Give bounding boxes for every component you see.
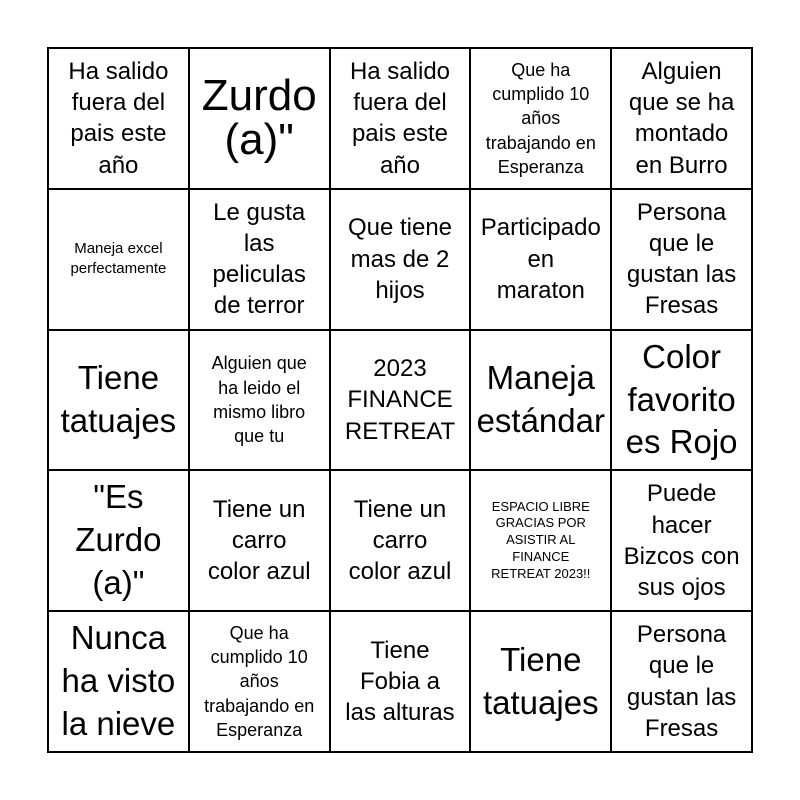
bingo-cell-r2-c1[interactable] — [49, 190, 190, 331]
bingo-cell-r5-c1[interactable] — [49, 612, 190, 753]
bingo-cell-r1-c1[interactable] — [49, 49, 190, 190]
bingo-cell-r3-c5[interactable] — [612, 331, 753, 472]
bingo-cell-text: Tiene un carro color azul — [348, 496, 452, 586]
bingo-cell-r5-c3[interactable] — [331, 612, 472, 753]
bingo-cell-r4-c2[interactable] — [190, 471, 331, 612]
bingo-cell-r1-c2[interactable] — [190, 49, 331, 190]
bingo-board — [47, 47, 753, 753]
bingo-cell-text: Zurdo (a)" — [201, 71, 317, 165]
bingo-cell-text: Persona que le gustan las Fresas — [626, 621, 737, 742]
bingo-cell-r2-c5[interactable] — [612, 190, 753, 331]
bingo-cell-text: Maneja estándar — [476, 359, 605, 439]
bingo-cell-r5-c4[interactable] — [471, 612, 612, 753]
bingo-cell-r3-c2[interactable] — [190, 331, 331, 472]
bingo-cell-text: Nunca ha visto la nieve — [61, 619, 176, 743]
bingo-cell-r4-c3[interactable] — [331, 471, 472, 612]
bingo-cell-r5-c2[interactable] — [190, 612, 331, 753]
bingo-cell-r1-c3[interactable] — [331, 49, 472, 190]
bingo-cell-r4-c4[interactable] — [471, 471, 612, 612]
bingo-cell-r1-c4[interactable] — [471, 49, 612, 190]
bingo-cell-text: Alguien que se ha montado en Burro — [628, 58, 735, 179]
bingo-cell-text: Color favorito es Rojo — [625, 337, 738, 461]
bingo-cell-r1-c5[interactable] — [612, 49, 753, 190]
bingo-cell-r2-c3[interactable] — [331, 190, 472, 331]
bingo-cell-r3-c3[interactable] — [331, 331, 472, 472]
bingo-cell-text: Que tiene mas de 2 hijos — [347, 214, 453, 304]
bingo-cell-r4-c5[interactable] — [612, 471, 753, 612]
bingo-cell-text: Tiene Fobia a las alturas — [345, 636, 455, 727]
bingo-cell-text: Persona que le gustan las Fresas — [626, 198, 737, 320]
bingo-cell-text: Que ha cumplido 10 años trabajando en Esperanza — [485, 59, 596, 177]
bingo-cell-text: Tiene un carro color azul — [207, 496, 311, 586]
bingo-cell-text: Maneja excel perfectamente — [70, 239, 167, 278]
bingo-cell-text: Alguien que ha leido el mismo libro que tu — [211, 353, 307, 447]
bingo-cell-text: Ha salido fuera del pais este año — [68, 58, 169, 179]
bingo-cell-text: Ha salido fuera del pais este año — [349, 58, 451, 179]
bingo-cell-r2-c4[interactable] — [471, 190, 612, 331]
bingo-cell-text: Tiene tatuajes — [482, 640, 599, 721]
bingo-cell-text: Participado en maraton — [480, 214, 601, 304]
bingo-cell-text: ESPACIO LIBRE GRACIAS POR ASISTIR AL FINANCE RETREAT 2023!! — [491, 498, 591, 582]
bingo-cell-text: Que ha cumplido 10 años trabajando en Esperanza — [204, 622, 315, 741]
bingo-cell-text: Puede hacer Bizcos con sus ojos — [623, 480, 740, 601]
bingo-cell-text: Tiene tatuajes — [60, 359, 177, 439]
bingo-cell-r2-c2[interactable] — [190, 190, 331, 331]
bingo-cell-text: "Es Zurdo (a)" — [75, 478, 162, 602]
bingo-cell-r3-c1[interactable] — [49, 331, 190, 472]
bingo-cell-r3-c4[interactable] — [471, 331, 612, 472]
bingo-cell-text: Le gusta las peliculas de terror — [212, 198, 306, 320]
bingo-cell-text: 2023 FINANCE RETREAT — [344, 355, 456, 445]
bingo-cell-r5-c5[interactable] — [612, 612, 753, 753]
bingo-cell-r4-c1[interactable] — [49, 471, 190, 612]
